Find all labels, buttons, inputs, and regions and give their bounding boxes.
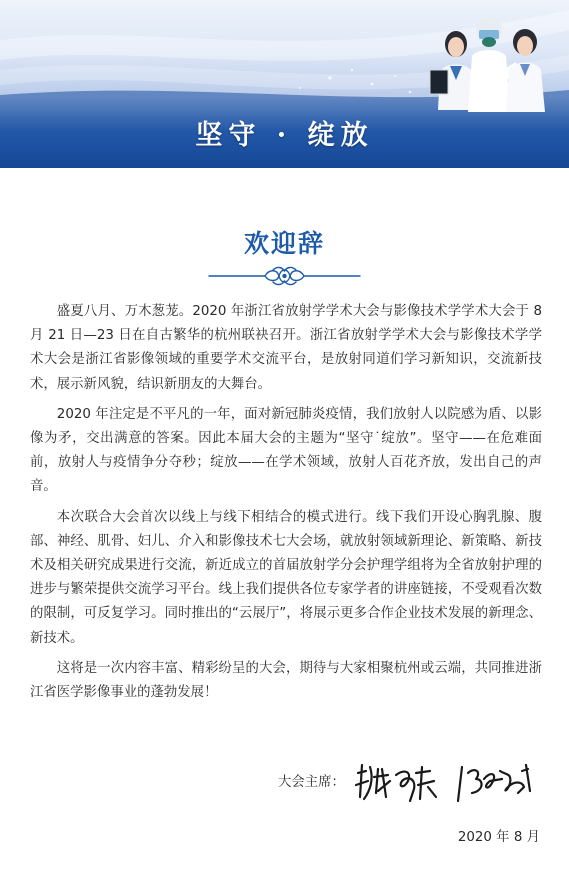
paragraph: 这将是一次内容丰富、精彩纷呈的大会，期待与大家相聚杭州或云端，共同推进浙江省医学影像事业的蓬勃发展！ bbox=[30, 660, 542, 701]
paragraph: 盛夏八月、万木葱茏。2020 年浙江省放射学学术大会与影像技术学学术大会于 8 月 21 日—23 日在自古繁华的杭州联袂召开。浙江省放射学学术大会与影像技术学学术大会是浙江省影像领域的重要学术交流平台，是放射同道们学习新知识，交流新技术，展示新风貌，结识新朋友的大舞台。 bbox=[30, 304, 542, 392]
paragraph: 本次联合大会首次以线上与线下相结合的模式进行。线下我们开设心胸乳腺、腹部、神经、肌骨、妇儿、介入和影像技术七大会场，就放射领域新理论、新策略、新技术及相关研究成果进行交流，新近成立的首届放射学分会护理学组将为全省放射护理的进步与繁荣提供交流学习平台。线上我们提供各位专家学者的讲座链接，不受观看次数的限制，可反复学习。同时推出的“云展厅”，将展示更多合作企业技术发展的新理念、新技术。 bbox=[30, 509, 542, 646]
welcome-letter-body bbox=[30, 300, 542, 711]
banner-slogan: 坚守 · 绽放 bbox=[195, 120, 374, 151]
signature-label: 大会主席： bbox=[278, 775, 345, 790]
handwritten-signature bbox=[352, 757, 542, 807]
letter-date: 2020 年 8 月 bbox=[457, 830, 540, 845]
page-title: 欢迎辞 bbox=[243, 229, 325, 258]
header-banner bbox=[0, 0, 569, 168]
medical-staff-illustration bbox=[430, 16, 545, 112]
paragraph: 2020 年注定是不平凡的一年，面对新冠肺炎疫情，我们放射人以院感为盾、以影像为矛，交出满意的答案。因此本届大会的主题为“坚守˙绽放”。坚守——在危难面前，放射人与疫情争分夺秒；绽放——在学术领域，放射人百花齐放，发出自己的声音。 bbox=[30, 406, 542, 495]
ornament-divider-icon bbox=[207, 265, 362, 287]
